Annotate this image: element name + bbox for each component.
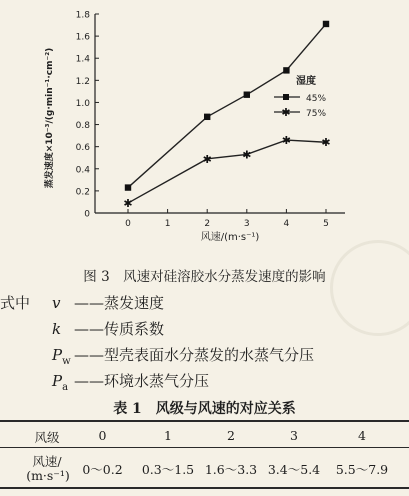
legend-label-45: 45% [306, 94, 327, 104]
data-point-star: ✱ [123, 197, 133, 211]
y-tick-label: 0.6 [75, 143, 90, 154]
x-tick-label: 3 [243, 219, 250, 229]
x-tick-label: 1 [164, 219, 171, 229]
table-row-label-line1: 风速/ [32, 454, 62, 469]
y-tick-label: 0 [84, 209, 90, 220]
y-tick-label: 1.4 [75, 54, 90, 65]
legend-label-75: 75% [306, 109, 327, 119]
table-cell: 0.3～1.5 [141, 462, 195, 477]
y-axis-label: 蒸发速度×10⁻³/(g·min⁻¹·cm⁻²) [45, 47, 55, 189]
table-header-cell: 4 [358, 428, 366, 443]
data-point-star: ✱ [321, 136, 331, 150]
table-header-cell: 1 [164, 428, 172, 443]
data-point-square [323, 21, 329, 27]
table-cell: 5.5～7.9 [335, 462, 389, 477]
y-tick-label: 1.8 [75, 10, 90, 21]
table-row-label-line2: (m·s⁻¹) [26, 468, 70, 483]
data-point-square [125, 184, 131, 190]
x-ticks [125, 209, 329, 229]
table-header-cell: 0 [98, 428, 107, 443]
data-point-square [283, 67, 289, 73]
series-line-45 [128, 24, 326, 188]
table-title: 表 1 风级与风速的对应关系 [113, 401, 296, 417]
variable-pw [52, 344, 314, 367]
variable-symbol: v [52, 294, 61, 312]
y-tick-label: 1.6 [75, 32, 90, 43]
y-tick-label: 1.0 [75, 98, 90, 109]
table-cell: 1.6～3.3 [204, 462, 258, 477]
data-point-square [244, 92, 250, 98]
figure-caption: 图 3 风速对硅溶胶水分蒸发速度的影响 [83, 269, 326, 285]
table-mid-rule [0, 447, 409, 448]
y-tick-label: 0.4 [75, 165, 90, 176]
data-point-star: ✱ [202, 152, 212, 166]
y-tick-label: 1.2 [75, 76, 90, 87]
variable-symbol: $P_w$ [52, 346, 71, 367]
variable-description: ——环境水蒸气分压 [74, 372, 210, 390]
table-header-cell: 2 [227, 428, 235, 443]
y-tick-label: 0.2 [75, 187, 90, 198]
variable-description: ——蒸发速度 [74, 294, 165, 312]
x-tick-label: 0 [125, 219, 131, 229]
variable-description: ——传质系数 [74, 320, 165, 338]
x-axis-label: 风速/(m·s⁻¹) [200, 232, 260, 243]
data-point-star: ✱ [242, 148, 252, 162]
table-top-rule [0, 420, 409, 422]
data-point-star: ✱ [281, 134, 292, 148]
legend-marker-star: ✱ [281, 106, 291, 119]
legend-title: 湿度 [296, 76, 316, 87]
variable-k [52, 318, 164, 339]
table-bottom-rule [0, 487, 409, 489]
x-tick-label: 2 [204, 219, 211, 229]
table-cell: 3.4～5.4 [267, 462, 321, 477]
data-point-square [204, 114, 210, 120]
x-tick-label: 4 [283, 219, 290, 229]
table-header-cell: 3 [290, 428, 298, 443]
formula-lead-text: 式中 [0, 294, 31, 312]
variable-symbol: k [52, 320, 62, 338]
legend-marker-square [283, 94, 289, 100]
table-cell: 0～0.2 [82, 462, 123, 477]
variable-symbol: $P_a$ [52, 372, 69, 393]
variable-v [52, 292, 164, 313]
chart-legend [274, 74, 326, 119]
variable-pa [52, 370, 209, 393]
variable-description: ——型壳表面水分蒸发的水蒸气分压 [74, 346, 315, 364]
table-header-label: 风级 [34, 430, 60, 445]
chart-series [123, 21, 330, 210]
x-tick-label: 5 [323, 219, 329, 229]
series-line-75 [128, 140, 326, 203]
y-tick-label: 0.8 [75, 121, 90, 132]
